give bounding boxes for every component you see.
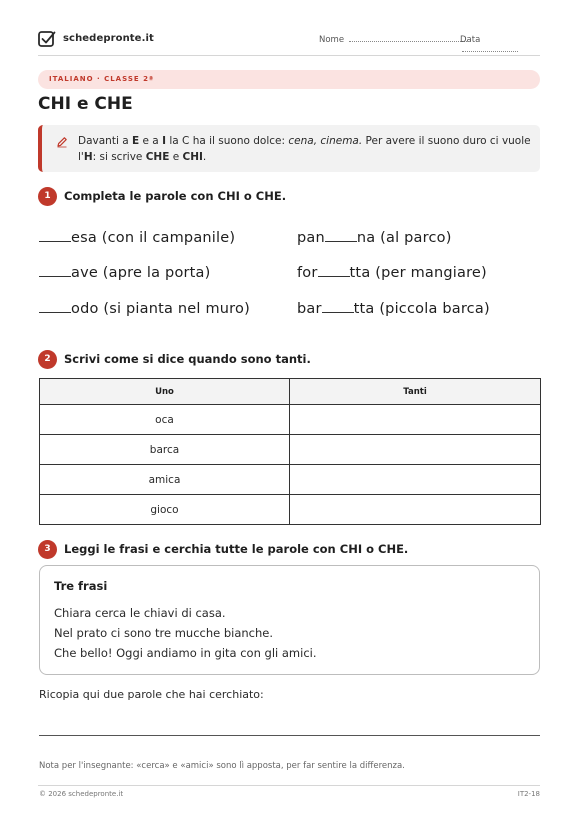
brand-name: schedepronte.it xyxy=(63,33,154,44)
page-header xyxy=(38,30,540,52)
teacher-note: Nota per l'insegnante: «cerca» e «amici» sono lì apposta, per far sentire la differenza. xyxy=(39,761,405,771)
plural-answer-cell[interactable] xyxy=(290,405,541,435)
reading-sentence[interactable]: Chiara cerca le chiavi di casa. xyxy=(54,606,226,620)
plural-table xyxy=(39,378,541,525)
nome-label: Nome xyxy=(319,35,345,45)
fill-in-item: ave (apre la porta) xyxy=(39,265,211,281)
answer-blank[interactable] xyxy=(39,266,71,277)
answer-blank[interactable] xyxy=(39,231,71,242)
fill-in-item: bar tta (piccola barca) xyxy=(297,301,490,317)
fill-in-item: for tta (per mangiare) xyxy=(297,265,487,281)
subject-label: ITALIANO · CLASSE 2ª xyxy=(49,75,154,83)
copy-instruction: Ricopia qui due parole che hai cerchiato: xyxy=(39,688,264,701)
exercise-number: 3 xyxy=(38,540,57,559)
singular-cell: barca xyxy=(40,435,290,465)
exercise-number: 1 xyxy=(38,187,57,206)
plural-answer-cell[interactable] xyxy=(290,465,541,495)
exercise-number: 2 xyxy=(38,350,57,369)
answer-blank[interactable] xyxy=(322,302,354,313)
table-row xyxy=(40,405,541,435)
exercise-instruction: Leggi le frasi e cerchia tutte le parole con CHI o CHE. xyxy=(64,542,409,556)
answer-blank[interactable] xyxy=(318,266,350,277)
exercise-instruction: Completa le parole con CHI o CHE. xyxy=(64,189,287,203)
exercise-instruction: Scrivi come si dice quando sono tanti. xyxy=(64,352,311,366)
footer-copyright: © 2026 schedepronte.it xyxy=(39,790,124,798)
fill-in-item: pan na (al parco) xyxy=(297,230,452,246)
table-row xyxy=(40,465,541,495)
table-row xyxy=(40,435,541,465)
pencil-icon xyxy=(56,136,68,148)
plural-answer-cell[interactable] xyxy=(290,435,541,465)
table-row xyxy=(40,495,541,525)
singular-cell: amica xyxy=(40,465,290,495)
fill-in-item: esa (con il campanile) xyxy=(39,230,235,246)
subject-bar xyxy=(38,70,540,89)
data-blank[interactable] xyxy=(462,45,518,52)
header-divider xyxy=(38,55,540,56)
page-title: CHI e CHE xyxy=(38,94,133,114)
rule-note-text: Davanti a E e a I la C ha il suono dolce: cena, cinema. Per avere il suono duro ci vuole l'H: si scrive CHE e CHI. xyxy=(78,135,531,163)
reading-sentence[interactable]: Che bello! Oggi andiamo in gita con gli amici. xyxy=(54,646,317,660)
answer-blank[interactable] xyxy=(39,302,71,313)
data-label: Data xyxy=(460,35,481,45)
column-header-uno: Uno xyxy=(40,379,290,405)
reading-title: Tre frasi xyxy=(54,579,108,593)
footer-divider xyxy=(38,785,540,786)
column-header-tanti: Tanti xyxy=(290,379,541,405)
checkbox-icon xyxy=(38,30,56,48)
singular-cell: oca xyxy=(40,405,290,435)
singular-cell: gioco xyxy=(40,495,290,525)
footer-code: IT2-18 xyxy=(517,790,540,798)
nome-field[interactable] xyxy=(319,35,467,45)
reading-sentence[interactable]: Nel prato ci sono tre mucche bianche. xyxy=(54,626,274,640)
rule-note xyxy=(38,125,540,172)
plural-answer-cell[interactable] xyxy=(290,495,541,525)
reading-box xyxy=(39,565,540,675)
fill-in-item: odo (si pianta nel muro) xyxy=(39,301,250,317)
data-field[interactable] xyxy=(460,35,540,55)
answer-blank[interactable] xyxy=(325,231,357,242)
answer-line[interactable] xyxy=(39,735,540,736)
nome-blank[interactable] xyxy=(349,35,467,42)
